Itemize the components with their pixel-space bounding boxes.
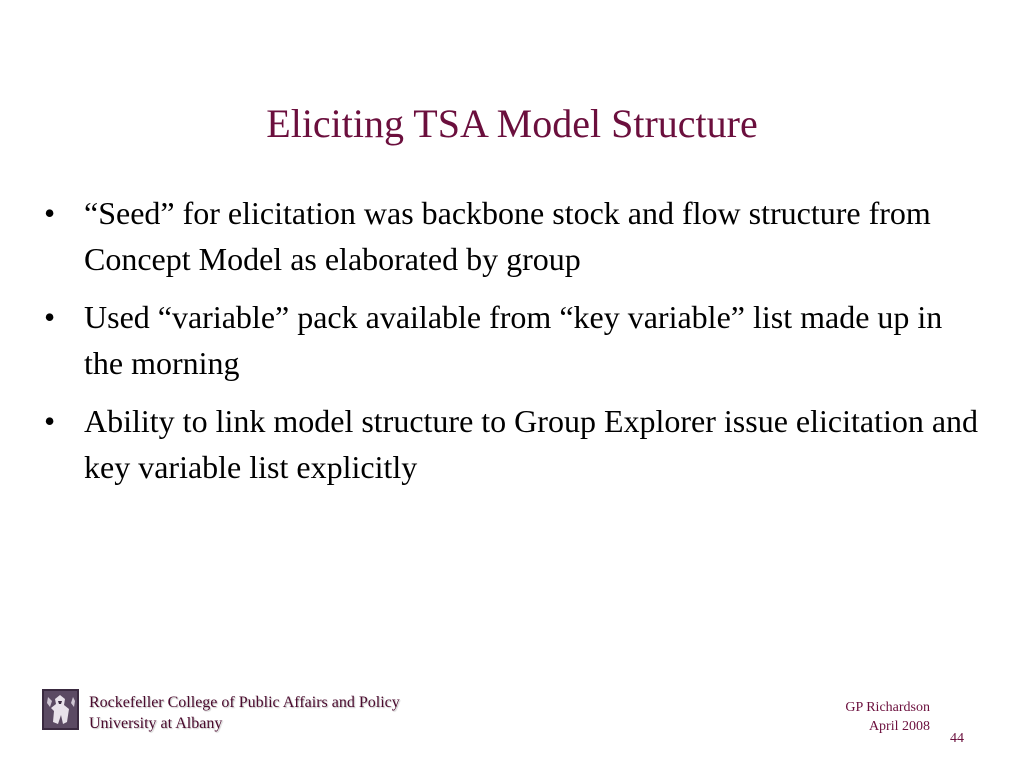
author-name: GP Richardson <box>845 700 930 715</box>
institution-name <box>89 692 400 734</box>
institution-line-1: Rockefeller College of Public Affairs and Policy <box>89 694 400 711</box>
bullet-item <box>44 190 984 282</box>
slide-title: Eliciting TSA Model Structure <box>266 101 758 146</box>
bullet-marker: • <box>44 195 56 231</box>
bullet-item <box>44 294 984 386</box>
bullet-item <box>44 398 984 490</box>
bullet-text: Used “variable” pack available from “key variable” list made up in the morning <box>84 299 943 381</box>
page-number: 44 <box>950 731 964 746</box>
university-seal-icon <box>42 689 79 730</box>
author-info <box>845 698 930 736</box>
institution-line-2: University at Albany <box>89 715 223 732</box>
bullet-text: “Seed” for elicitation was backbone stock and flow structure from Concept Model as elaborated by group <box>84 195 931 277</box>
bullet-text: Ability to link model structure to Group Explorer issue elicitation and key variable list explicitly <box>84 403 979 485</box>
presentation-date: April 2008 <box>868 719 930 734</box>
bullet-marker: • <box>44 299 56 335</box>
bullet-list <box>44 190 984 502</box>
bullet-marker: • <box>44 403 56 439</box>
